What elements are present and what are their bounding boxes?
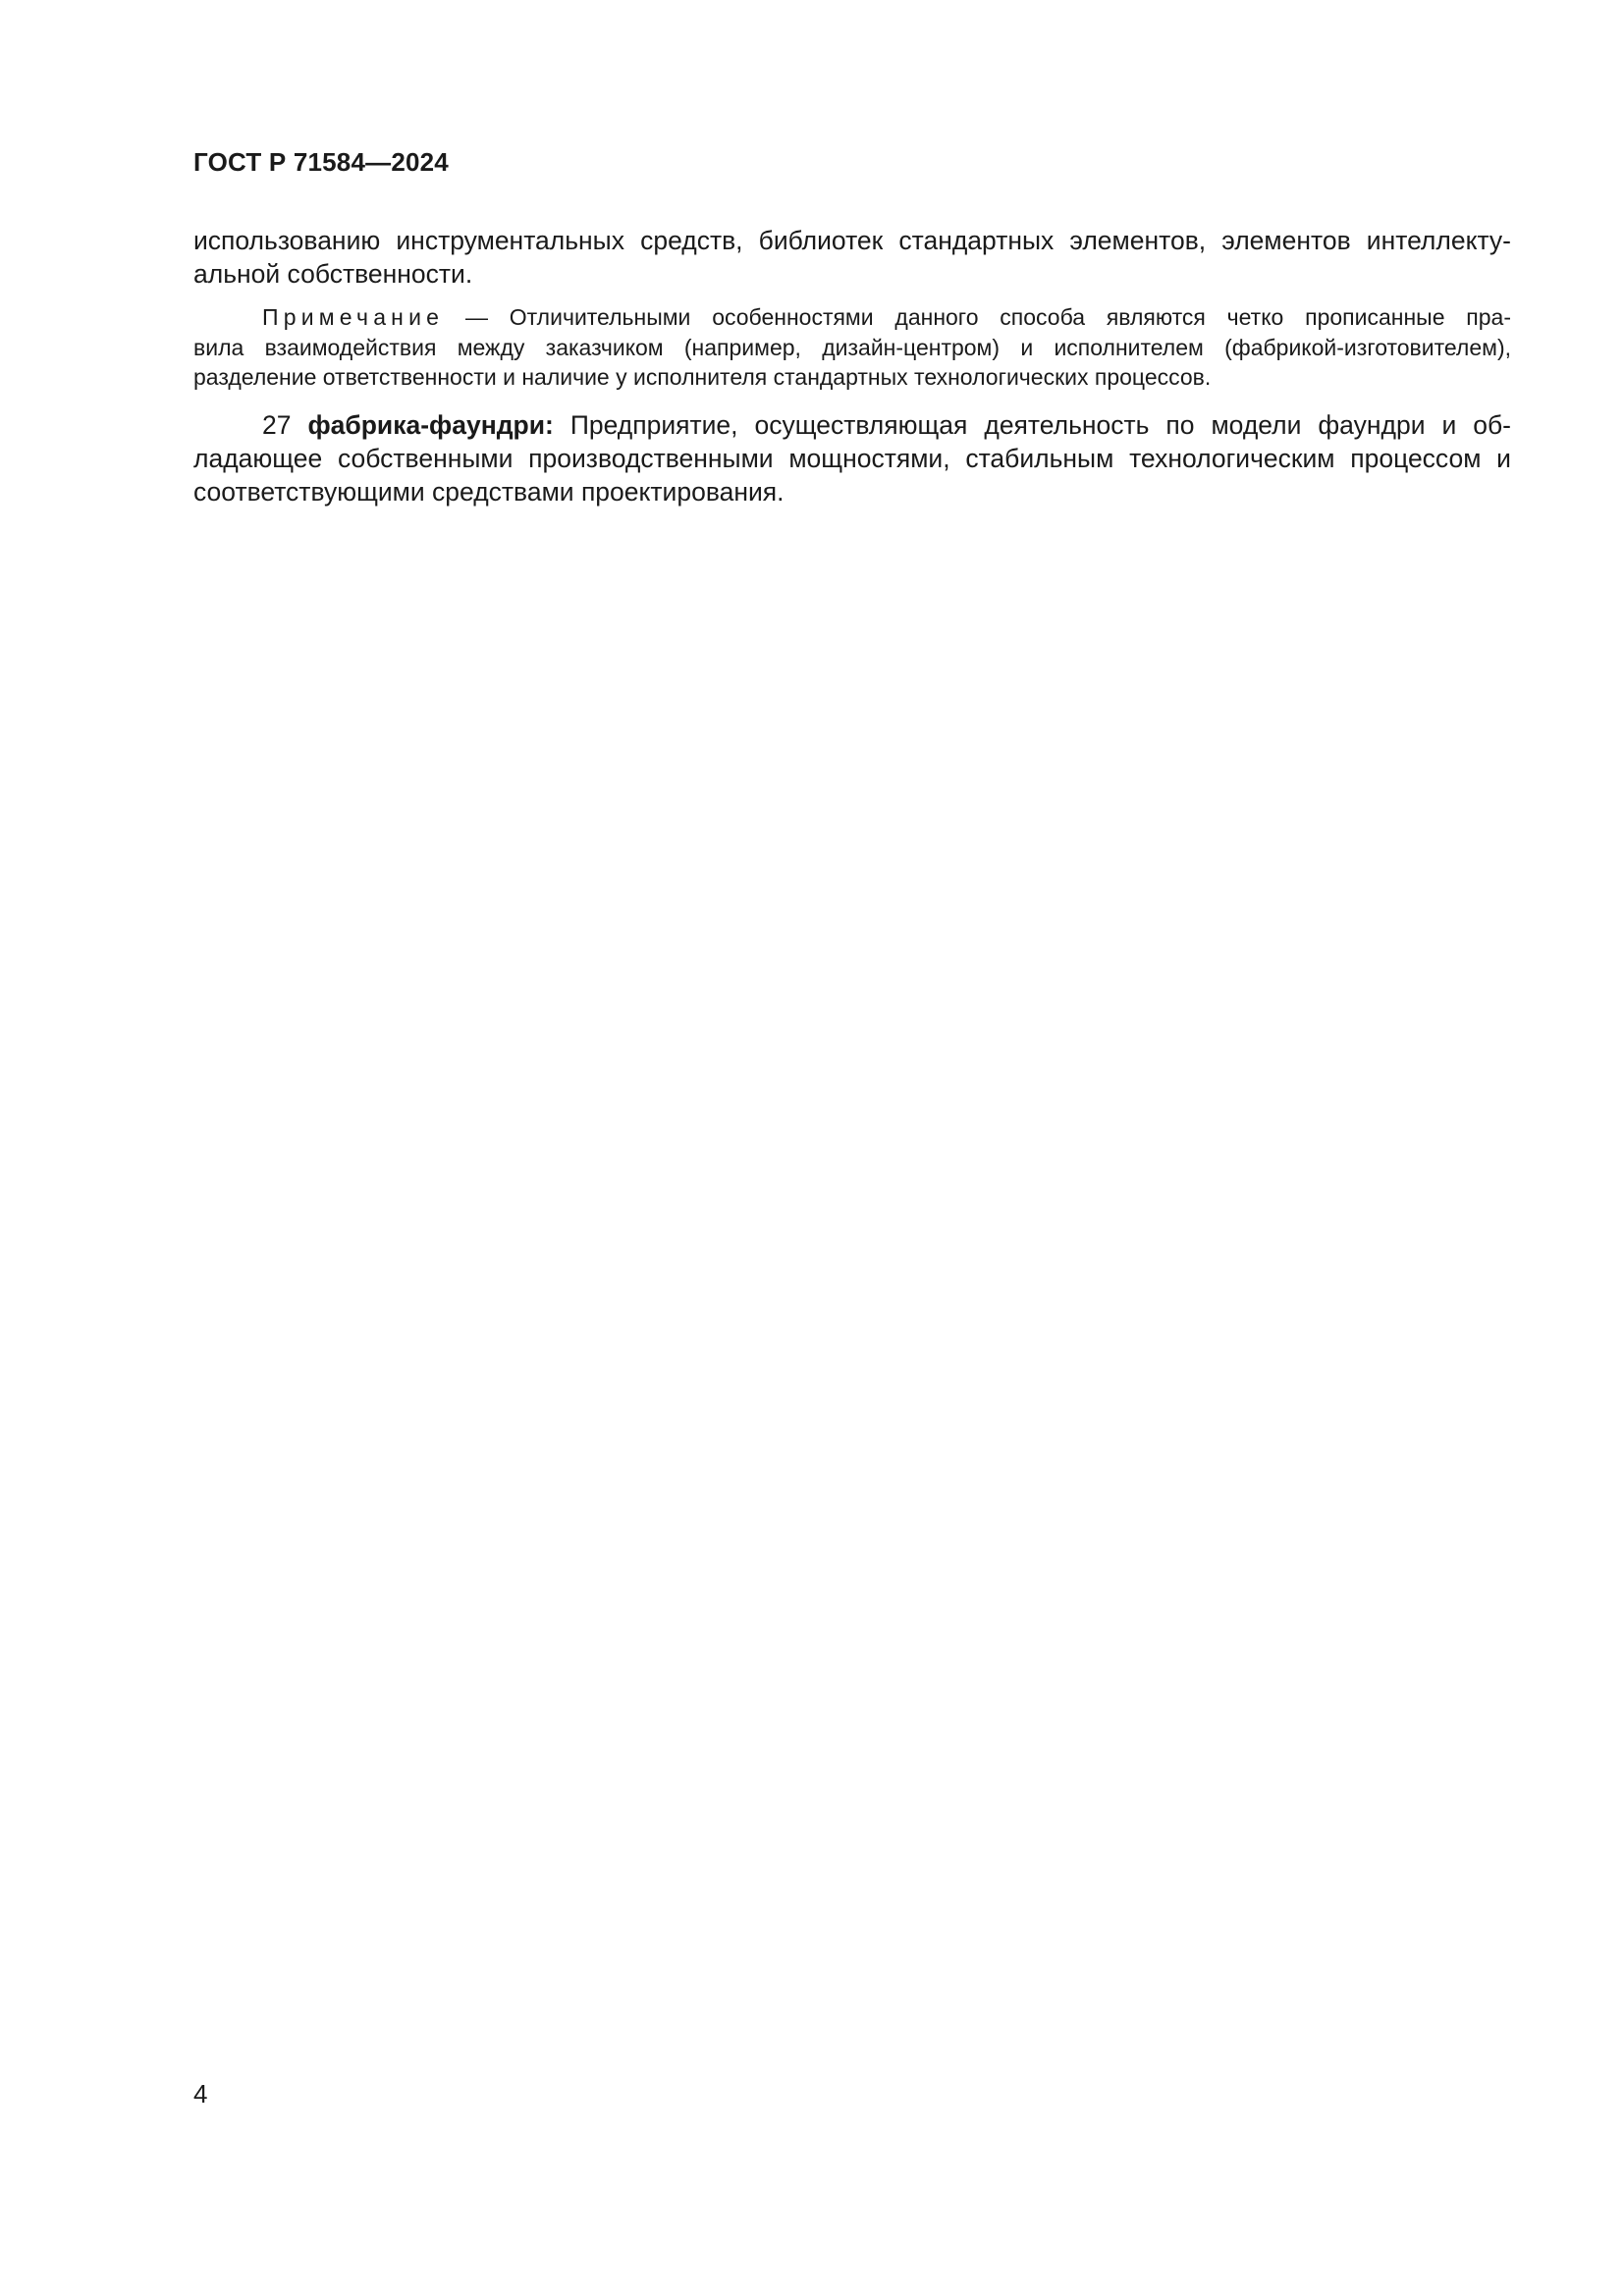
page-content [193, 224, 1511, 508]
page-number: 4 [193, 2079, 208, 2109]
term-title: фабрика-фаундри: [307, 409, 554, 440]
continuation-line-2: альной собственности. [193, 259, 473, 289]
document-code-header: ГОСТ Р 71584—2024 [193, 147, 449, 177]
note-line-1 [193, 302, 1511, 333]
term-27-paragraph [193, 408, 1511, 508]
note-line-1-text: — Отличительными особенностями данного способа являются четко прописанные пра- [444, 304, 1511, 330]
term-number: 27 [262, 409, 292, 440]
term-27-line-2: ладающее собственными производственными мощностями, стабильным технологическим процессом и [193, 443, 1511, 473]
note-line-3: разделение ответственности и наличие у исполнителя стандартных технологических процессов. [193, 364, 1212, 390]
continuation-line-1: использованию инструментальных средств, библиотек стандартных элементов, элементов интеллекту- [193, 226, 1511, 255]
note-label: Примечание [262, 304, 445, 330]
term-27-line-1 [193, 408, 1511, 442]
term-definition-start: Предприятие, осуществляющая деятельность по модели фаундри и об- [553, 409, 1511, 440]
note-line-2: вила взаимодействия между заказчиком (например, дизайн-центром) и исполнителем (фабрикой-изготовителем), [193, 334, 1511, 360]
term-27-line-3: соответствующими средствами проектирования. [193, 476, 785, 507]
continuation-paragraph [193, 224, 1511, 291]
note-paragraph [193, 302, 1511, 393]
